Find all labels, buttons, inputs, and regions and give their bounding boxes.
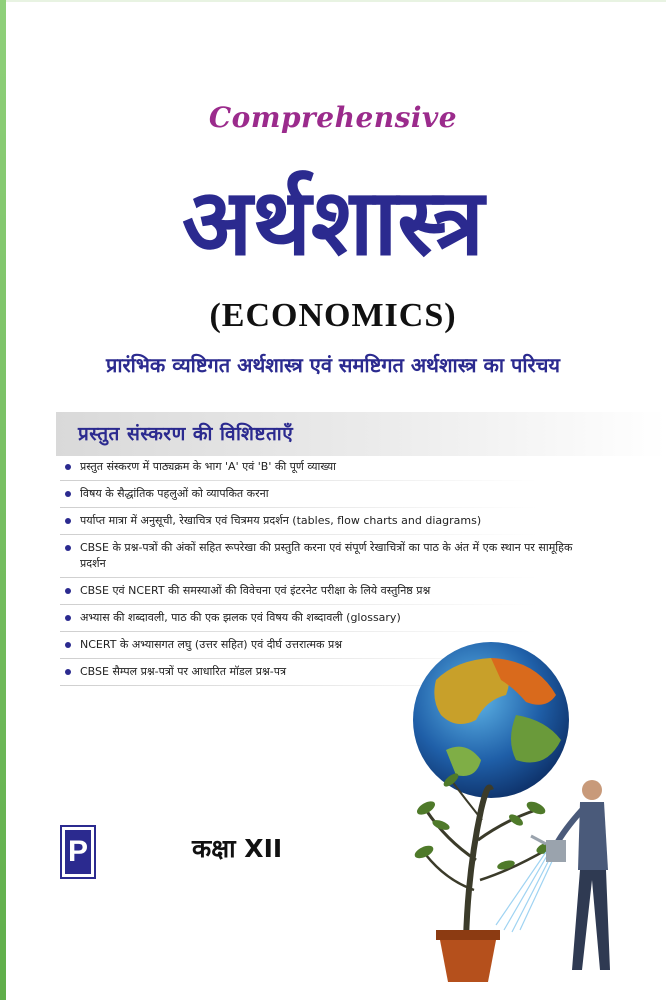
publisher-logo-letter: P — [65, 830, 91, 874]
globe-tree-illustration — [396, 640, 626, 985]
bullet-icon — [65, 491, 71, 497]
feature-text: CBSE सैम्पल प्रश्न-पत्रों पर आधारित मॉडल प्रश्न-पत्र — [80, 665, 287, 678]
publisher-logo — [60, 825, 96, 879]
feature-item — [60, 535, 580, 578]
series-title: Comprehensive — [208, 101, 458, 134]
book-subtitle: प्रारंभिक व्यष्टिगत अर्थशास्त्र एवं समष्टिगत अर्थशास्त्र का परिचय — [105, 353, 561, 377]
feature-text: विषय के सैद्धांतिक पहलुओं को व्यापकित करना — [80, 487, 269, 500]
feature-text: CBSE एवं NCERT की समस्याओं की विवेचना एवं इंटरनेट परीक्षा के लिये वस्तुनिष्ठ प्रश्न — [80, 584, 431, 597]
bullet-icon — [65, 518, 71, 524]
top-edge-line — [6, 0, 666, 2]
feature-text: अभ्यास की शब्दावली, पाठ की एक झलक एवं विषय की शब्दावली (glossary) — [80, 611, 401, 624]
globe-icon — [413, 642, 569, 798]
bullet-icon — [65, 615, 71, 621]
feature-item — [60, 508, 580, 535]
bullet-icon — [65, 588, 71, 594]
green-edge-stripe — [0, 0, 6, 1000]
bullet-icon — [65, 464, 71, 470]
feature-item — [60, 454, 580, 481]
feature-item — [60, 481, 580, 508]
features-heading: प्रस्तुत संस्करण की विशिष्टताएँ — [78, 423, 294, 445]
feature-text: NCERT के अभ्यासगत लघु (उत्तर सहित) एवं दीर्घ उत्तरात्मक प्रश्न — [80, 638, 343, 651]
flower-pot-icon — [436, 930, 500, 982]
feature-item — [60, 605, 580, 632]
class-label: कक्षा XII — [192, 834, 283, 863]
english-title: (ECONOMICS) — [209, 297, 457, 334]
bullet-icon — [65, 642, 71, 648]
book-title: अर्थशास्त्र — [181, 169, 485, 276]
feature-text: प्रस्तुत संस्करण में पाठ्यक्रम के भाग 'A' एवं 'B' की पूर्ण व्याख्या — [80, 460, 337, 473]
feature-text: CBSE के प्रश्न-पत्रों की अंकों सहित रूपरेखा की प्रस्तुति करना एवं संपूर्ण रेखाचित्रों का पाठ के अंत में एक स्थान पर सामूहिक प्रदर्शन — [80, 541, 573, 570]
bullet-icon — [65, 669, 71, 675]
bullet-icon — [65, 545, 71, 551]
feature-text: पर्याप्त मात्रा में अनुसूची, रेखाचित्र एवं चित्रमय प्रदर्शन (tables, flow charts and diagrams) — [80, 514, 482, 527]
feature-item — [60, 578, 580, 605]
